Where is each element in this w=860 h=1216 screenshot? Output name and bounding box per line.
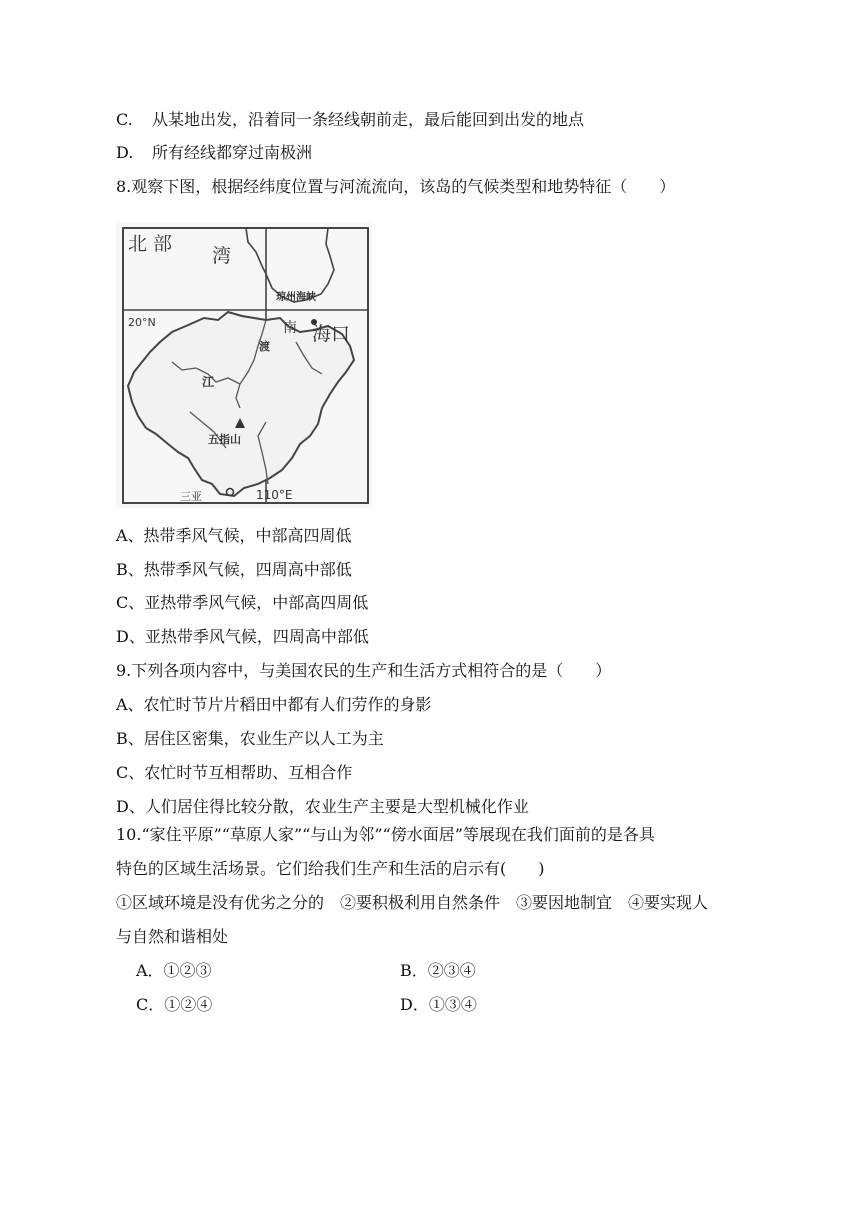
map-label-mountain: 五指山 bbox=[208, 433, 241, 446]
q9-option-b: B、居住区密集，农业生产以人工为主 bbox=[116, 729, 384, 748]
map-label-sanya: 三亚 bbox=[180, 490, 202, 503]
q9-stem: 9.下列各项内容中，与美国农民的生产和生活方式相符合的是（ ） bbox=[116, 661, 612, 680]
q9-option-d: D、人们居住得比较分散，农业生产主要是大型机械化作业 bbox=[116, 797, 529, 816]
map-label-bay-1: 北 部 bbox=[128, 233, 173, 255]
q7-option-c bbox=[116, 109, 584, 131]
map-label-latitude: 20°N bbox=[128, 316, 156, 329]
q9-option-c: C、农忙时节互相帮助、互相合作 bbox=[116, 763, 353, 782]
q7-option-d-letter: D. bbox=[116, 143, 134, 162]
q7-option-c-letter: C. bbox=[116, 110, 133, 129]
map-label-jiang: 江 bbox=[202, 375, 215, 389]
q8-option-d: D、亚热带季风气候，四周高中部低 bbox=[116, 627, 369, 646]
map-label-strait: 琼州海峡 bbox=[276, 292, 316, 303]
map-label-nan: 南 bbox=[283, 320, 297, 336]
map-label-du: 渡 bbox=[259, 340, 270, 353]
q7-option-d-text: 所有经线都穿过南极洲 bbox=[152, 143, 313, 162]
q7-option-c-text: 从某地出发，沿着同一条经线朝前走，最后能回到出发的地点 bbox=[152, 110, 585, 129]
q8-option-a: A、热带季风气候，中部高四周低 bbox=[116, 526, 352, 545]
q10-option-c: C．①②④ bbox=[136, 995, 213, 1014]
map-label-longitude: 110°E bbox=[256, 488, 293, 502]
q10-stem-line-1: 10.“家住平原”“草原人家”“与山为邻”“傍水面居”等展现在我们面前的是各具 bbox=[116, 825, 655, 844]
hainan-map bbox=[116, 222, 372, 508]
q10-statements-line-1: ①区域环境是没有优劣之分的 ②要积极利用自然条件 ③要因地制宜 ④要实现人 bbox=[116, 893, 709, 912]
q10-option-d: D．①③④ bbox=[400, 995, 477, 1014]
q8-option-c: C、亚热带季风气候，中部高四周低 bbox=[116, 593, 369, 612]
q9-option-a: A、农忙时节片片稻田中都有人们劳作的身影 bbox=[116, 695, 432, 714]
map-label-haikou: 海口 bbox=[312, 323, 351, 345]
q8-option-b: B、热带季风气候，四周高中部低 bbox=[116, 560, 352, 579]
q10-option-a: A．①②③ bbox=[136, 961, 212, 980]
q10-statements-line-2: 与自然和谐相处 bbox=[116, 927, 229, 946]
q8-stem: 8.观察下图，根据经纬度位置与河流流向，该岛的气候类型和地势特征（ ） bbox=[116, 177, 676, 196]
q7-option-d bbox=[116, 142, 312, 164]
map-label-bay-2: 湾 bbox=[212, 245, 232, 267]
q10-option-b: B．②③④ bbox=[400, 961, 476, 980]
q10-stem-line-2: 特色的区域生活场景。它们给我们生产和生活的启示有( ) bbox=[116, 859, 545, 878]
